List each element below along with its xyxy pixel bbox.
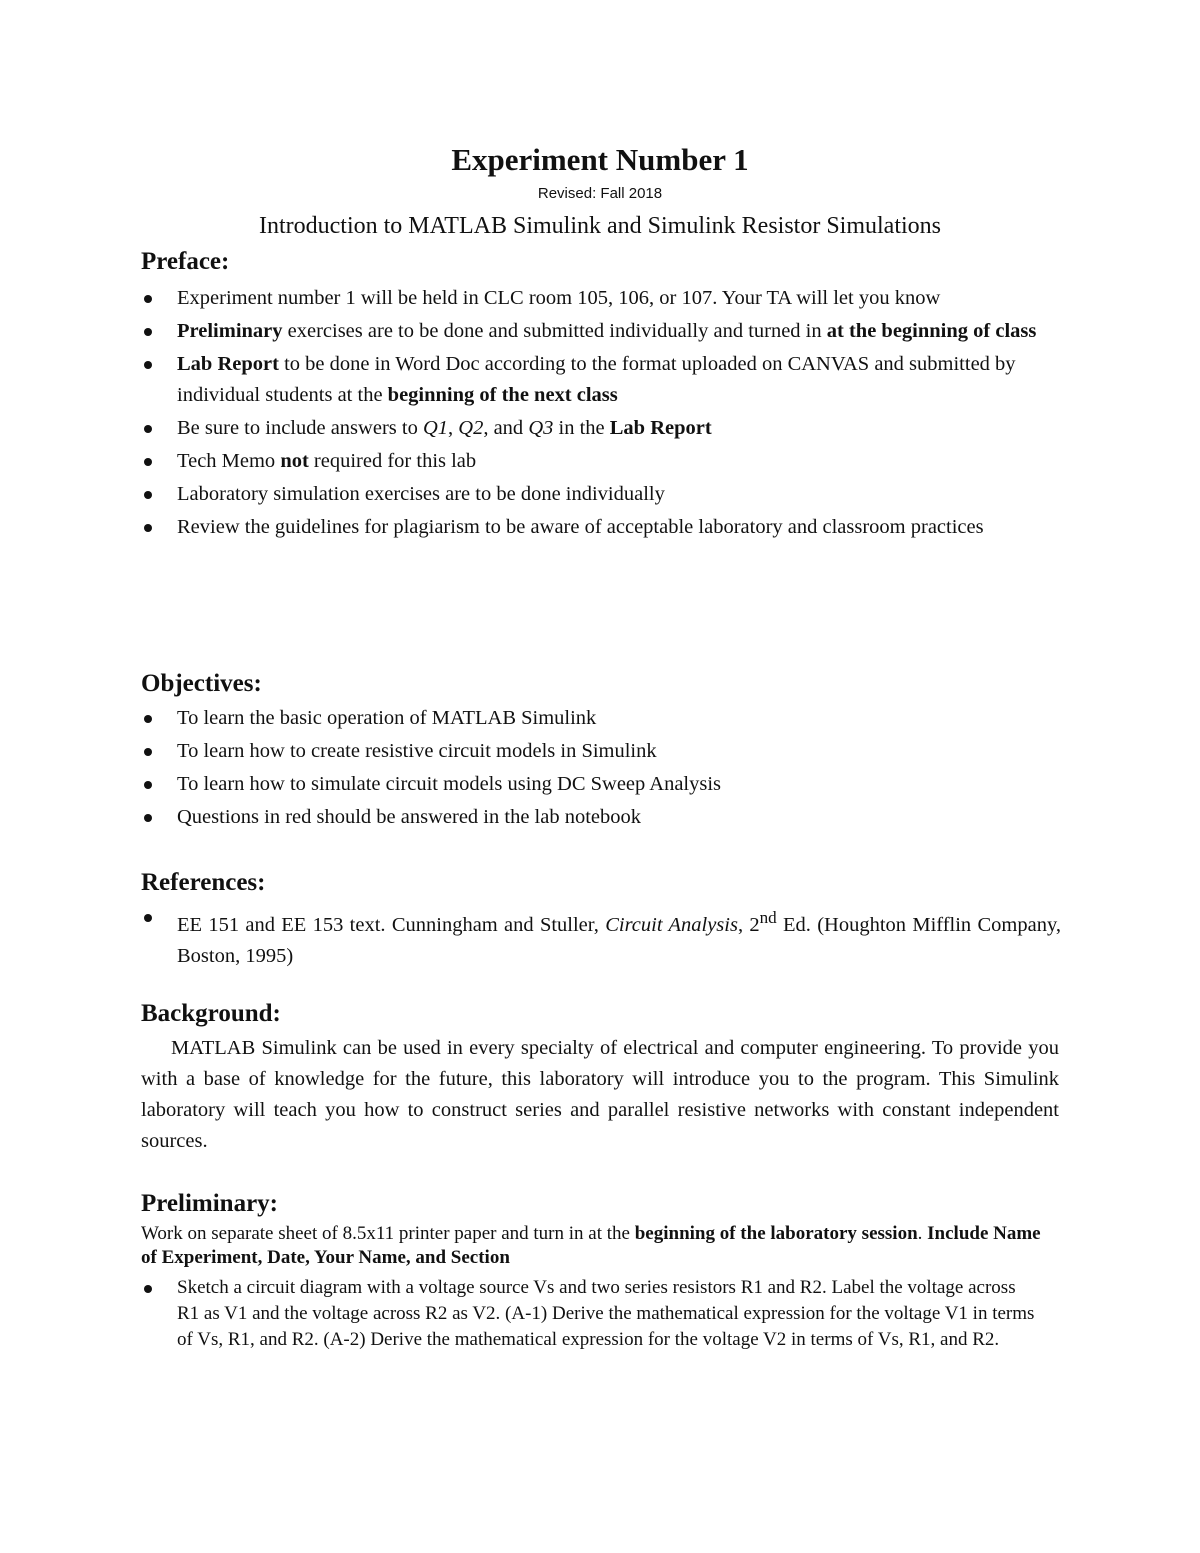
bullet-icon: [144, 715, 152, 723]
list-item: Preliminary exercises are to be done and submitted individually and turned in at the beginning of class: [141, 316, 1061, 347]
preliminary-heading: Preliminary:: [141, 1190, 278, 1217]
list-item: To learn how to simulate circuit models using DC Sweep Analysis: [141, 769, 1061, 800]
revision-note: Revised: Fall 2018: [537, 185, 663, 202]
objectives-list: [141, 703, 1061, 835]
list-item: Sketch a circuit diagram with a voltage source Vs and two series resistors R1 and R2. Label the voltage across R1 as V1 and the voltage across R2 as V2. (A-1) Derive the mathematical expression for the voltage V1 in terms of Vs, R1, and R2. (A-2) Derive the mathematical expression for the voltage V2 in terms of Vs, R1, and R2.: [141, 1275, 1041, 1353]
preliminary-list: [141, 1275, 1041, 1355]
list-item: Lab Report to be done in Word Doc according to the format uploaded on CANVAS and submitted by individual students at the beginning of the next class: [141, 349, 1061, 411]
preliminary-intro: Work on separate sheet of 8.5x11 printer paper and turn in at the beginning of the laboratory session. Include Name of Experiment, Date, Your Name, and Section: [141, 1223, 1041, 1268]
list-item: Be sure to include answers to Q1, Q2, and Q3 in the Lab Report: [141, 413, 1061, 444]
list-item: Laboratory simulation exercises are to be done individually: [141, 479, 1061, 510]
bullet-icon: [144, 1285, 152, 1293]
bullet-icon: [144, 425, 152, 433]
bullet-icon: [144, 914, 152, 922]
background-heading: Background:: [141, 1000, 281, 1027]
bullet-icon: [144, 295, 152, 303]
bullet-icon: [144, 524, 152, 532]
bullet-icon: [144, 361, 152, 369]
background-paragraph: MATLAB Simulink can be used in every specialty of electrical and computer engineering. To provide you with a base of knowledge for the future, this laboratory will introduce you to the program. This Simulink laboratory will teach you how to construct series and parallel resistive networks with constant independent sources.: [141, 1037, 1059, 1152]
references-heading: References:: [141, 869, 266, 896]
bullet-icon: [144, 781, 152, 789]
list-item: EE 151 and EE 153 text. Cunningham and Stuller, Circuit Analysis, 2nd Ed. (Houghton Mifflin Company, Boston, 1995): [141, 902, 1061, 972]
bullet-icon: [144, 491, 152, 499]
references-list: [141, 902, 1061, 974]
bullet-icon: [144, 458, 152, 466]
list-item: Review the guidelines for plagiarism to be aware of acceptable laboratory and classroom practices: [141, 512, 1061, 543]
preface-list: [141, 283, 1061, 545]
document-subtitle: Introduction to MATLAB Simulink and Simulink Resistor Simulations: [258, 213, 942, 239]
list-item: Tech Memo not required for this lab: [141, 446, 1061, 477]
list-item: Questions in red should be answered in the lab notebook: [141, 802, 1061, 833]
list-item: To learn the basic operation of MATLAB Simulink: [141, 703, 1061, 734]
document-title: Experiment Number 1: [451, 142, 749, 177]
bullet-icon: [144, 748, 152, 756]
preface-heading: Preface:: [141, 248, 230, 275]
bullet-icon: [144, 814, 152, 822]
list-item: Experiment number 1 will be held in CLC room 105, 106, or 107. Your TA will let you know: [141, 283, 1061, 314]
list-item: To learn how to create resistive circuit models in Simulink: [141, 736, 1061, 767]
objectives-heading: Objectives:: [141, 670, 262, 697]
bullet-icon: [144, 328, 152, 336]
